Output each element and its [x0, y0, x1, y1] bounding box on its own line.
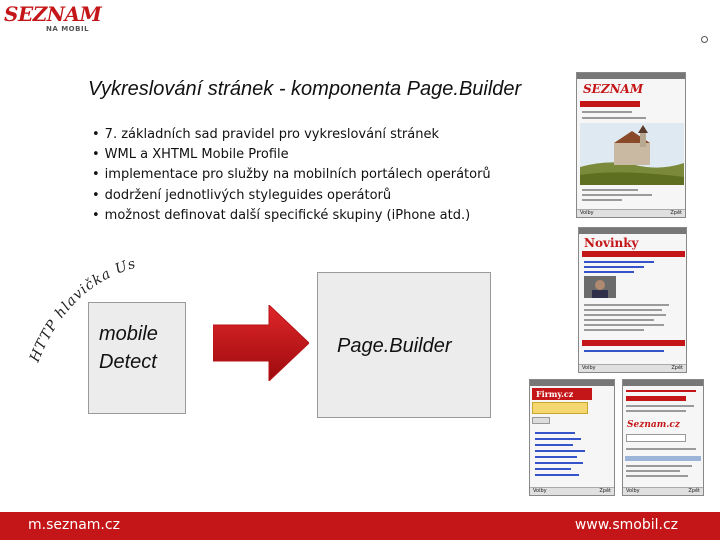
- softkey-right: Zpět: [671, 365, 683, 371]
- phone-text-line: [584, 309, 662, 311]
- bullet-item: • 7. základních sad pravidel pro vykreslování stránek: [92, 125, 491, 145]
- phone-text-line: [584, 304, 669, 306]
- phone-link-line: [584, 271, 634, 273]
- decorative-dot: [701, 36, 708, 43]
- bullet-item: • implementace pro služby na mobilních portálech operátorů: [92, 165, 491, 185]
- page-builder-label: Page.Builder: [337, 335, 452, 357]
- softkey-right: Zpět: [688, 488, 700, 494]
- softkey-right: Zpět: [599, 488, 611, 494]
- phone-text-line: [582, 117, 646, 119]
- phone-screenshot-firmy: [529, 379, 615, 496]
- phone-link-line: [535, 450, 585, 452]
- phone-status-bar: [579, 228, 686, 234]
- bullet-list: [92, 125, 491, 226]
- phone-screenshot-seznam-cz: [622, 379, 704, 496]
- phone-screenshot-seznam: [576, 72, 686, 218]
- phone-link-line: [535, 438, 581, 440]
- phone-text-line: [626, 448, 696, 450]
- phone-link-line: [584, 261, 654, 263]
- castle-photo: [580, 123, 684, 185]
- phone-softkeys: [579, 364, 686, 372]
- phone-header-bar: [626, 396, 686, 401]
- phone-section-bar: [582, 340, 685, 346]
- phone-text-line: [626, 405, 694, 407]
- logo-subtitle: NA MOBIL: [46, 25, 90, 33]
- bullet-item: • WML a XHTML Mobile Profile: [92, 145, 491, 165]
- phone-text-line: [626, 470, 680, 472]
- phone-text-line: [626, 465, 692, 467]
- phone-text-line: [584, 314, 666, 316]
- phone-text-line: [582, 111, 632, 113]
- phone-link-line: [626, 390, 696, 392]
- curved-label-textpath: HTTP hlavička User-Agent: [14, 233, 139, 365]
- phone-search-field: [626, 434, 686, 442]
- phone-status-bar: [623, 380, 703, 386]
- phone-search-field: [532, 402, 588, 414]
- softkey-left: Volby: [533, 488, 547, 494]
- phone-text-line: [584, 324, 664, 326]
- logo-wordmark: SEZNAM: [4, 2, 102, 26]
- softkey-left: Volby: [626, 488, 640, 494]
- phone-section-bar: [625, 456, 701, 461]
- phone-link-line: [535, 456, 577, 458]
- arrow-shape: [213, 305, 309, 381]
- softkey-left: Volby: [582, 365, 596, 371]
- footer-left-url: m.seznam.cz: [28, 517, 120, 533]
- phone-link-line: [535, 432, 575, 434]
- phone-text-line: [626, 410, 686, 412]
- footer-right-url: www.smobil.cz: [574, 517, 678, 533]
- phone-status-bar: [530, 380, 614, 386]
- detect-line-2: Detect: [99, 351, 157, 373]
- phone-status-bar: [577, 73, 685, 79]
- phone-text-line: [584, 319, 654, 321]
- seznam-logo: [2, 2, 102, 36]
- footer-bar: [0, 512, 720, 540]
- phone-link-line: [584, 266, 644, 268]
- phone-text-line: [582, 194, 652, 196]
- phone-brand: Firmy.cz: [536, 389, 574, 399]
- phone-softkeys: [530, 487, 614, 495]
- softkey-left: Volby: [580, 210, 594, 216]
- slide-title: Vykreslování stránek - komponenta Page.Builder: [88, 78, 522, 100]
- news-photo: [584, 276, 616, 298]
- phone-link-line: [535, 444, 573, 446]
- phone-text-line: [584, 329, 644, 331]
- phone-search-button: [532, 417, 550, 424]
- bullet-item: • možnost definovat další specifické skupiny (iPhone atd.): [92, 206, 491, 226]
- phone-softkeys: [577, 209, 685, 217]
- mobile-detect-label: [99, 320, 158, 376]
- softkey-right: Zpět: [670, 210, 682, 216]
- phone-text-line: [582, 199, 622, 201]
- phone-brand: Novinky: [584, 236, 639, 250]
- phone-link-line: [584, 350, 664, 352]
- phone-softkeys: [623, 487, 703, 495]
- detect-line-1: mobile: [99, 323, 158, 345]
- phone-link-line: [535, 462, 583, 464]
- phone-screenshot-novinky: [578, 227, 687, 373]
- page-builder-box: [317, 272, 491, 418]
- phone-link-line: [535, 474, 579, 476]
- phone-date-bar: [582, 251, 685, 257]
- phone-header-bar: [580, 101, 640, 107]
- phone-brand: SEZNAM: [583, 82, 644, 96]
- phone-text-line: [626, 475, 688, 477]
- phone-link-line: [535, 468, 571, 470]
- bullet-item: • dodržení jednotlivých styleguides operátorů: [92, 186, 491, 206]
- phone-brand: Seznam.cz: [627, 420, 680, 430]
- process-arrow: [213, 305, 309, 381]
- phone-text-line: [582, 189, 638, 191]
- mobile-detect-box: [88, 302, 186, 414]
